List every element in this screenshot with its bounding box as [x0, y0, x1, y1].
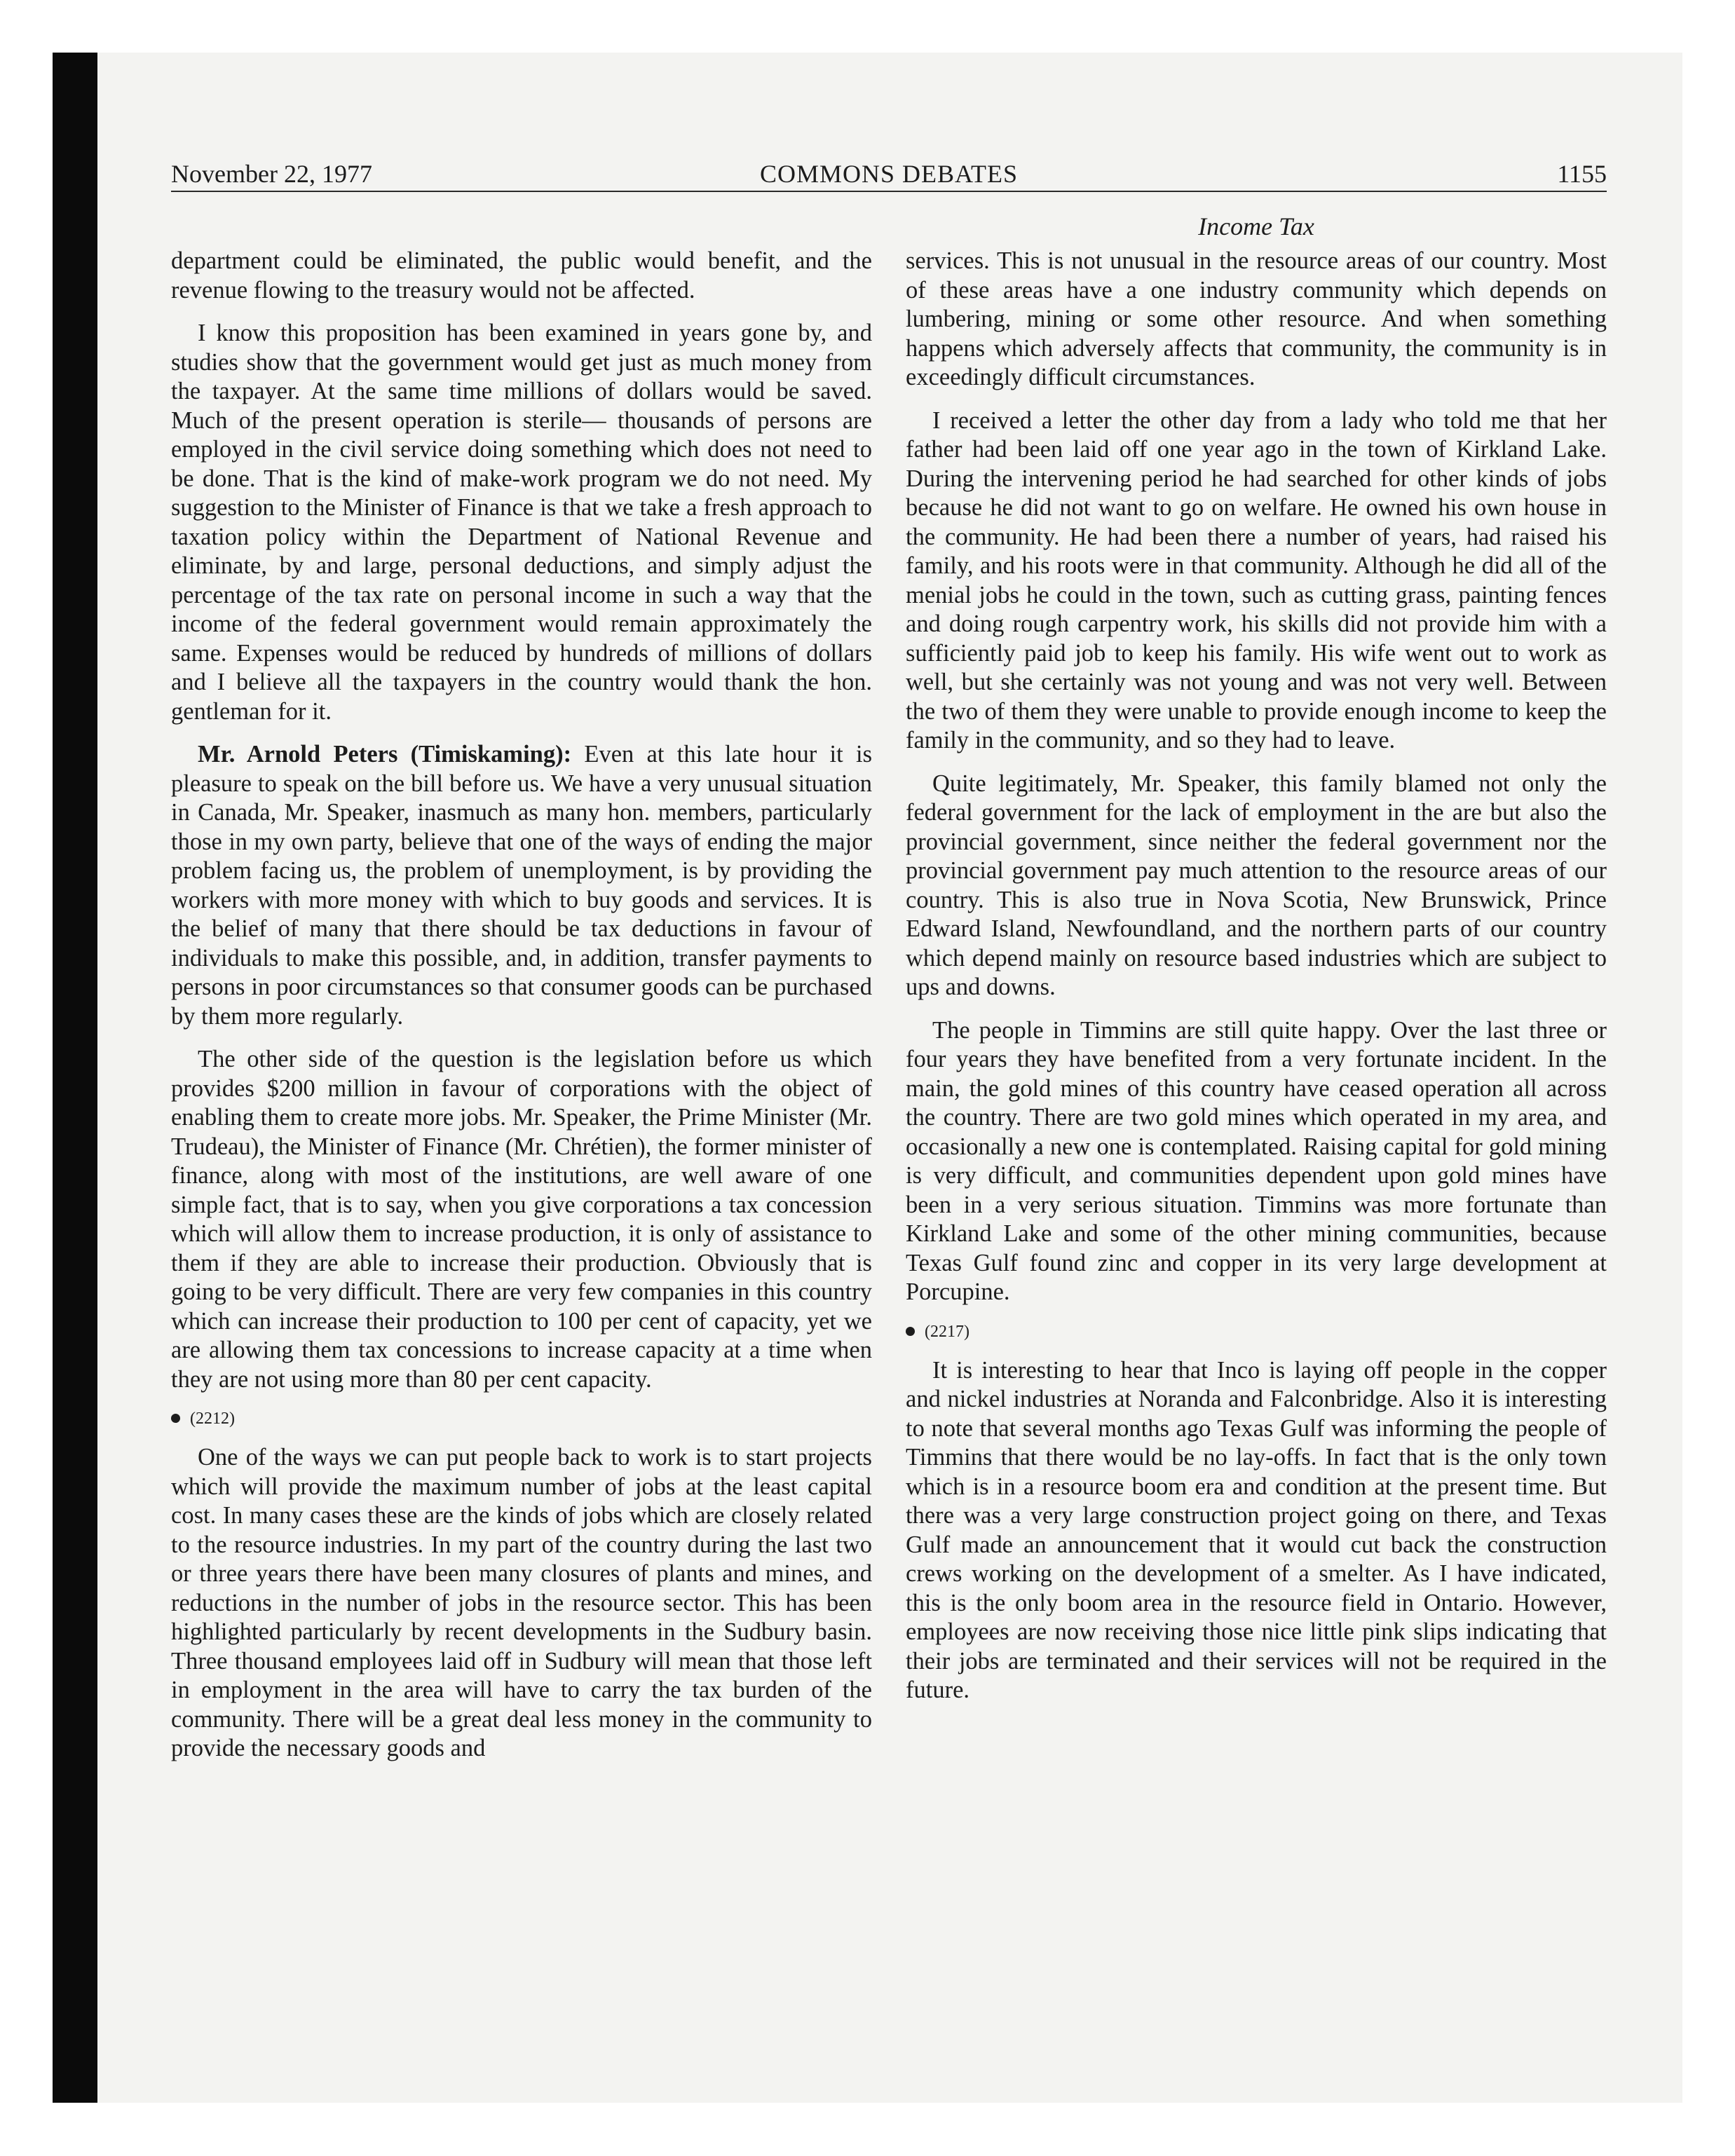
- paragraph: It is interesting to hear that Inco is laying off people in the copper and nickel industries at Noranda and Falconbridge. Also it is interesting to note that several months ago Texas Gulf was informing the people of Timmins that there would be no lay-offs. In fact that is the only town which is in a resource boom era and condition at the present time. But there was a very large construction project going on there, and Texas Gulf made an announcement that it would cut back the construction crews working on the development of a smelter. As I have indicated, this is the only boom area in the resource field in Ontario. However, employees are now receiving those nice little pink slips indicating that their jobs are terminated and their services will not be required in the future.: [906, 1356, 1607, 1703]
- section-title: Income Tax: [1198, 212, 1314, 240]
- paragraph-speech: [171, 740, 872, 1031]
- paragraph: department could be eliminated, the public would benefit, and the revenue flowing to the treasury would not be affected.: [171, 247, 872, 303]
- header-rule: [171, 191, 1607, 192]
- paragraph: services. This is not unusual in the resource areas of our country. Most of these areas have a one industry community which depends on lumbering, mining or some other resource. And when something happens which adversely affects that community, the community is in exceedingly difficult circumstances.: [906, 247, 1607, 390]
- time-marker: [171, 1408, 872, 1429]
- header-title: COMMONS DEBATES: [759, 160, 1019, 188]
- header-page-number: 1155: [1557, 160, 1607, 188]
- paragraph: The other side of the question is the legislation before us which provides $200 million in favour of corporations with the object of enabling them to create more jobs. Mr. Speaker, the Prime Minister (Mr. Trudeau), the Minister of Finance (Mr. Chrétien), the former minister of finance, along with most of the institutions, are well aware of one simple fact, that is to say, when you give corporations a tax concession which will allow them to increase production, it is only of assistance to them if they are able to increase their production. Obviously that is going to be very difficult. There are very few companies in this country which can increase their production to 100 per cent of capacity, yet we are allowing them tax concessions to increase capacity at a time when they are not using more than 80 per cent capacity.: [171, 1046, 872, 1393]
- binding-edge: [53, 53, 97, 2103]
- time-marker-text: (2212): [190, 1410, 235, 1428]
- paragraph: Quite legitimately, Mr. Speaker, this family blamed not only the federal government for the lack of employment in the are but also the provincial government, since neither the federal government nor the provincial government pay much attention to the resource areas of our country. This is also true in Nova Scotia, New Brunswick, Prince Edward Island, Newfoundland, and the northern parts of our country which depend mainly on resource based industries which are subject to ups and downs.: [906, 770, 1607, 1000]
- bullet-icon: [906, 1327, 915, 1336]
- left-column: [171, 247, 872, 1778]
- time-marker-text: (2217): [925, 1322, 969, 1341]
- time-marker: [906, 1321, 1607, 1342]
- paragraph: The people in Timmins are still quite happy. Over the last three or four years they have benefited from a very fortunate incident. In the main, the gold mines of this country have ceased operation all across the country. There are two gold mines which operated in my area, and occasionally a new one is contemplated. Raising capital for gold mining is very difficult, and communities dependent upon gold mines have been in a very serious situation. Timmins was more fortunate than Kirkland Lake and some of the other mining communities, because Texas Gulf found zinc and copper in its very large development at Porcupine.: [906, 1016, 1607, 1305]
- paragraph: I received a letter the other day from a lady who told me that her father had been laid off one year ago in the town of Kirkland Lake. During the intervening period he had searched for other kinds of jobs because he did not want to go on welfare. He owned his own house in the community. He had been there a number of years, had raised his family, and his roots were in that community. Although he did all of the menial jobs he could in the town, such as cutting grass, painting fences and doing rough carpentry work, his skills did not provide him with a sufficiently paid job to keep his family. His wife went out to work as well, but she certainly was not young and was not very well. Between the two of them they were unable to provide enough income to keep the family in the community, and so they had to leave.: [906, 407, 1607, 753]
- bullet-icon: [171, 1414, 180, 1423]
- speech-text: Even at this late hour it is pleasure to speak on the bill before us. We have a very unusual situation in Canada, Mr. Speaker, inasmuch as many hon. members, particularly those in my own party, believe that one of the ways of ending the major problem facing us, the problem of unemployment, is by providing the workers with more money with which to buy goods and services. It is the belief of many that there should be tax deductions in favour of individuals to make this possible, and, in addition, transfer payments to persons in poor circumstances so that consumer goods can be purchased by them more regularly.: [171, 741, 872, 1030]
- header-date: November 22, 1977: [171, 160, 372, 188]
- speaker-name: Mr. Arnold Peters (Timiskaming):: [198, 741, 572, 767]
- right-column: [906, 247, 1607, 1719]
- page-header: [171, 157, 1607, 191]
- paragraph: I know this proposition has been examined in years gone by, and studies show that the government would get just as much money from the taxpayer. At the same time millions of dollars would be saved. Much of the present operation is sterile— thousands of persons are employed in the civil service doing something which does not need to be done. That is the kind of make-work program we do not need. My suggestion to the Minister of Finance is that we take a fresh approach to taxation policy within the Department of National Revenue and eliminate, by and large, personal deductions, and simply adjust the percentage of the tax rate on personal income in such a way that the income of the federal government would remain approximately the same. Expenses would be reduced by hundreds of millions of dollars and I believe all the taxpayers in the country would thank the hon. gentleman for it.: [171, 320, 872, 725]
- paragraph: One of the ways we can put people back to work is to start projects which will provide the maximum number of jobs at the least capital cost. In many cases these are the kinds of jobs which are closely related to the resource industries. In my part of the country during the last two or three years there have been many closures of plants and mines, and reductions in the number of jobs in the resource sector. This has been highlighted particularly by recent developments in the Sudbury basin. Three thousand employees laid off in Sudbury will mean that those left in employment in the area will have to carry the tax burden of the community. There will be a great deal less money in the community to provide the necessary goods and: [171, 1444, 872, 1761]
